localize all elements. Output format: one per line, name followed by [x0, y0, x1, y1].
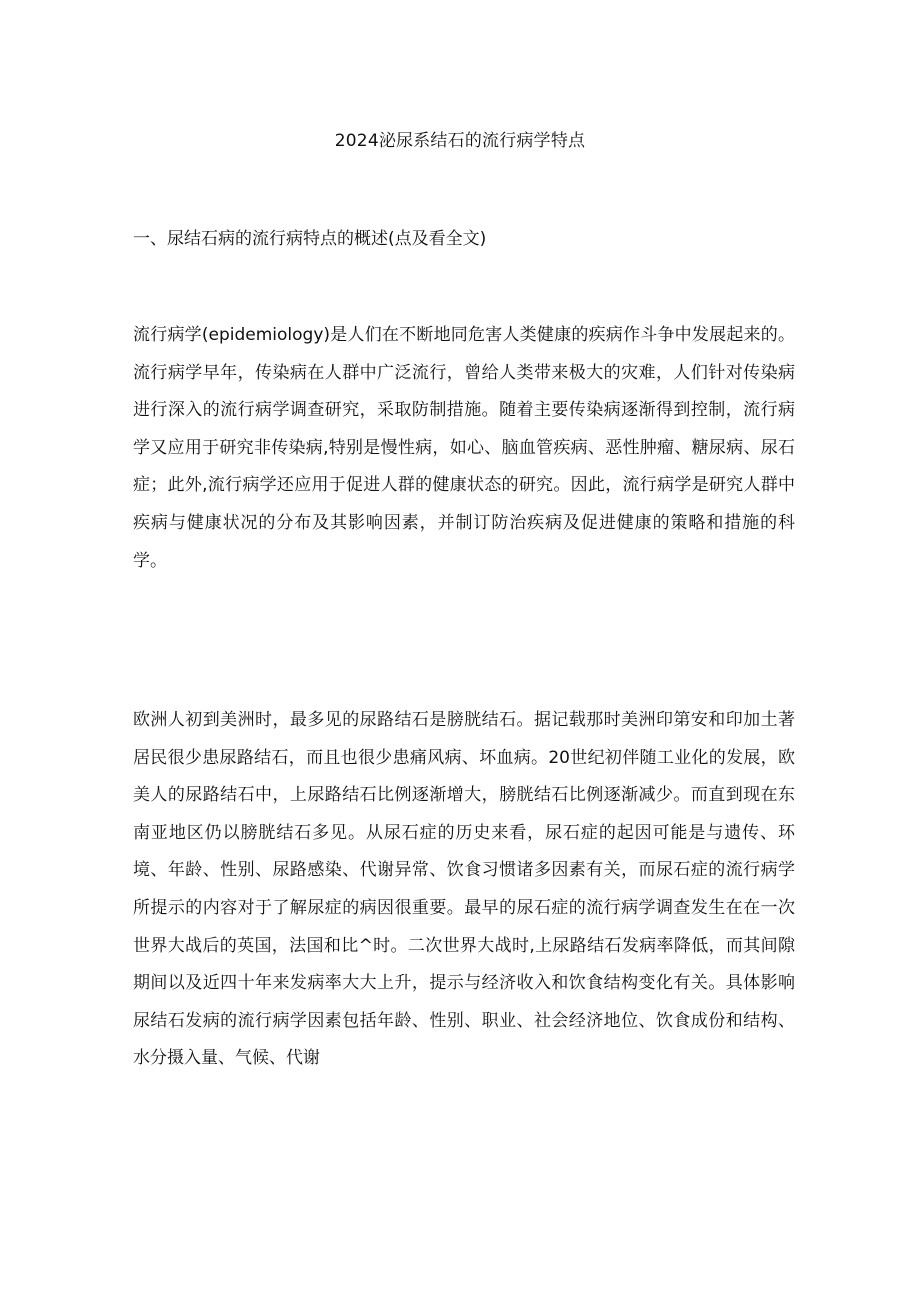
paragraph-urolithiasis-history: 欧洲人初到美洲时，最多见的尿路结石是膀胱结石。据记载那时美洲印第安和印加土著居民很少患尿路结石，而且也很少患痛风病、坏血病。20世纪初伴随工业化的发展，欧美人的尿路结石中，上尿路结石比例逐渐增大，膀胱结石比例逐渐减少。而直到现在东南亚地区仍以膀胱结石多见。从尿石症的历史来看，尿石症的起因可能是与遗传、环境、年龄、性别、尿路感染、代谢异常、饮食习惯诸多因素有关，而尿石症的流行病学所提示的内容对于了解尿症的病因很重要。最早的尿石症的流行病学调查发生在在一次世界大战后的英国，法国和比^时。二次世界大战时,上尿路结石发病率降低，而其间隙期间以及近四十年来发病率大大上升，提示与经济收入和饮食结构变化有关。具体影响尿结石发病的流行病学因素包括年龄、性别、职业、社会经济地位、饮食成份和结构、水分摄入量、气候、代谢 — [133, 710, 795, 1069]
paragraph-epidemiology-intro: 流行病学(epidemiology)是人们在不断地同危害人类健康的疾病作斗争中发展起来的。流行病学早年，传染病在人群中广泛流行，曾给人类带来极大的灾难，人们针对传染病进行深入的流行病学调查研究，采取防制措施。随着主要传染病逐渐得到控制，流行病学又应用于研究非传染病,特别是慢性病，如心、脑血管疾病、恶性肿瘤、糖尿病、尿石症；此外,流行病学还应用于促进人群的健康状态的研究。因此，流行病学是研究人群中疾病与健康状况的分布及其影响因素，并制订防治疾病及促进健康的策略和措施的科学。 — [133, 325, 795, 571]
document-title: 2024泌尿系结石的流行病学特点 — [334, 131, 586, 151]
section-heading: 一、尿结石病的流行病特点的概述(点及看全文) — [133, 229, 487, 249]
